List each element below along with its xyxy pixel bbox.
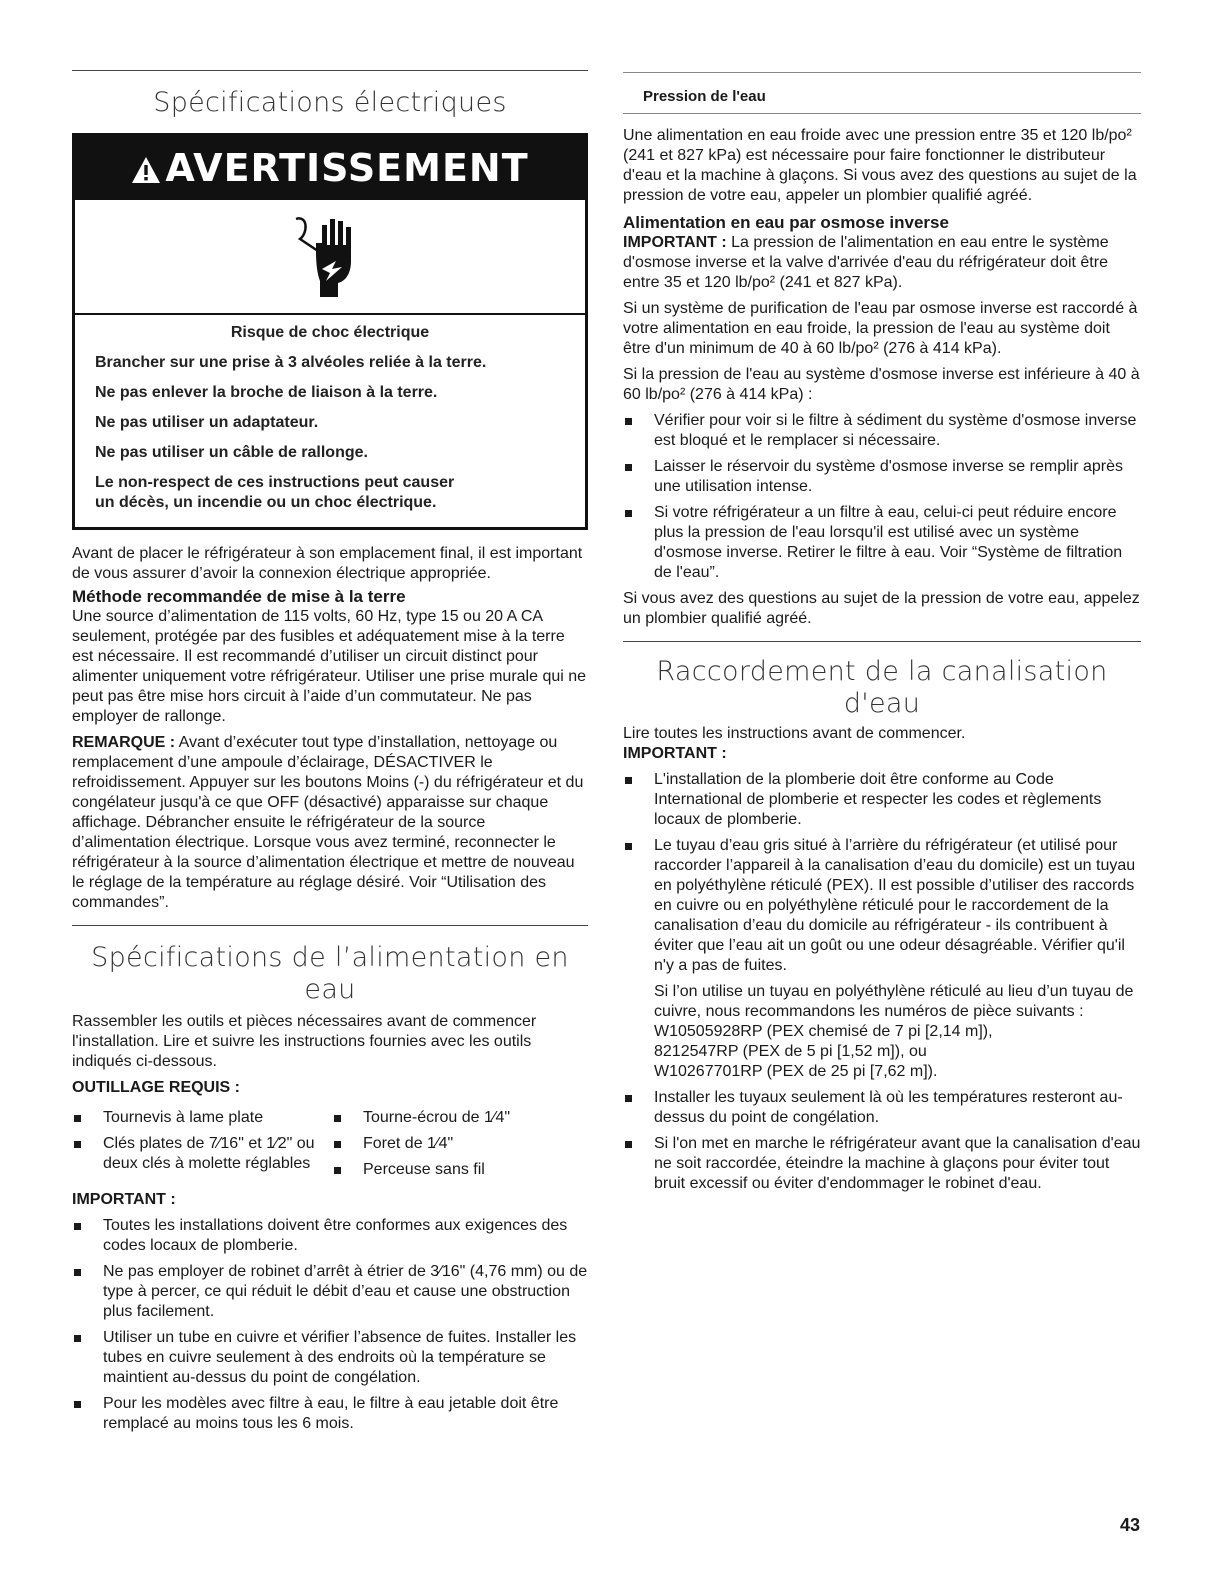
water-intro: Rassembler les outils et pièces nécessaires avant de commencer l'installation. Lire et suivre les instructions fournies avec les outils indiqués ci-dessous.	[72, 1013, 537, 1070]
connection-important-heading: IMPORTANT :	[623, 745, 727, 762]
bullet-icon	[625, 1095, 632, 1102]
important-heading: IMPORTANT :	[72, 1191, 176, 1208]
warning-line: un décès, un incendie ou un choc électrique.	[95, 494, 437, 511]
list-item: L'installation de la plomberie doit être conforme au Code International de plomberie et respecter les codes et règlements locaux de plomberie.	[623, 770, 1141, 830]
left-column	[72, 70, 588, 1434]
warning-risk-line: Risque de choc électrique	[230, 324, 430, 341]
part-number: 8212547RP (PEX de 5 pi [1,52 m]), ou	[654, 1043, 927, 1060]
note-label: REMARQUE :	[72, 734, 176, 751]
ro-paragraph: Si un système de purification de l'eau par osmose inverse est raccordé à votre alimentation en eau froide, la pression de l'eau au système doit être d'un minimum de 40 à 60 lb/po² (276 à 414 kPa).	[623, 300, 1138, 357]
warning-consequence	[95, 473, 565, 513]
section-title-water-connection: Raccordement de la canalisation d'eau	[656, 656, 1108, 719]
electrical-intro: Avant de placer le réfrigérateur à son emplacement final, il est important de vous assurer d’avoir la connexion électrique appropriée.	[72, 545, 583, 582]
section-title-electrical: Spécifications électriques	[153, 87, 507, 118]
bullet-icon	[625, 777, 632, 784]
bullet-icon	[74, 1115, 81, 1122]
bullet-icon	[74, 1401, 81, 1408]
warning-text	[75, 315, 585, 527]
section-rule	[72, 925, 588, 926]
bullet-icon	[74, 1269, 81, 1276]
warning-icon-row	[75, 200, 585, 315]
list-item: Laisser le réservoir du système d'osmose inverse se remplir après une utilisation intense.	[623, 457, 1141, 497]
ro-list	[623, 411, 1141, 583]
list-item: Installer les tuyaux seulement là où les températures resteront au-dessus du point de congélation.	[623, 1088, 1141, 1128]
warning-box	[72, 133, 588, 530]
bullet-icon	[334, 1167, 341, 1174]
list-item: Perceuse sans fil	[332, 1160, 582, 1180]
ro-paragraph: Si la pression de l'eau au système d'osmose inverse est inférieure à 40 à 60 lb/po² (276 à 414 kPa) :	[623, 366, 1140, 403]
warning-line: Ne pas enlever la broche de liaison à la terre.	[95, 384, 438, 401]
list-item: Si votre réfrigérateur a un filtre à eau, celui-ci peut réduire encore plus la pression de l'eau lorsqu'il est utilisé avec un système d'osmose inverse. Retirer le filtre à eau. Voir “Système de filtration de l'eau”.	[623, 503, 1141, 583]
bullet-icon	[625, 464, 632, 471]
list-item: Utiliser un tube en cuivre et vérifier l’absence de fuites. Installer les tubes en cuivre seulement à des endroits où la température se maintient au-dessus du point de congélation.	[72, 1328, 588, 1388]
pressure-heading: Pression de l'eau	[643, 88, 766, 105]
warning-line: Le non-respect de ces instructions peut causer	[95, 474, 455, 491]
list-item: Foret de 1⁄4"	[332, 1134, 582, 1154]
bullet-icon	[74, 1335, 81, 1342]
connection-list	[623, 770, 1141, 1194]
note-paragraph	[72, 733, 588, 913]
connection-intro: Lire toutes les instructions avant de commencer.	[623, 725, 966, 742]
pressure-text: Une alimentation en eau froide avec une pression entre 35 et 120 lb/po² (241 et 827 kPa) est nécessaire pour faire fonctionner le distributeur d'eau et la machine à glaçons. Si vous avez des questions au sujet de la pression de votre eau, appeler un plombier qualifié agréé.	[623, 127, 1137, 204]
list-item: Clés plates de 7⁄16" et 1⁄2" ou deux clés à molette réglables	[72, 1134, 332, 1174]
section-rule	[623, 72, 1141, 73]
ro-heading: Alimentation en eau par osmose inverse	[623, 213, 949, 232]
warning-line: Brancher sur une prise à 3 alvéoles reliée à la terre.	[95, 354, 487, 371]
part-number: W10505928RP (PEX chemisé de 7 pi [2,14 m]),	[654, 1023, 993, 1040]
list-item: Le tuyau d’eau gris situé à l’arrière du réfrigérateur (et utilisé pour raccorder l’appareil à la canalisation d’eau du domicile) est un tuyau en polyéthylène réticulé (PEX). Il est possible d’utiliser des raccords en cuivre ou en polyéthylène réticulé pour le raccordement de la canalisation d’eau du domicile au réfrigérateur - ils contribuent à éviter que l’eau ait un goût ou une odeur désagréable. Vérifier qu'il n'y a pas de fuites. Si l’on utilise un tuyau en polyéthylène réticulé au lieu d’un tuyau de cuivre, nous recommandons les numéros de pièce suivants : W10505928RP (PEX chemisé de 7 pi [2,14 m]), 8212547RP (PEX de 5 pi [1,52 m]), ou W10267701RP (PEX de 25 pi [7,62 m]).	[623, 836, 1141, 1082]
section-rule	[72, 70, 588, 71]
section-rule	[623, 113, 1141, 114]
list-item: Pour les modèles avec filtre à eau, le filtre à eau jetable doit être remplacé au moins tous les 6 mois.	[72, 1394, 588, 1434]
bullet-icon	[74, 1223, 81, 1230]
ro-important: IMPORTANT : La pression de l'alimentation en eau entre le système d'osmose inverse et la valve d'arrivée d'eau du réfrigérateur doit être entre 35 et 120 lb/po² (241 et 827 kPa).	[623, 234, 1109, 291]
ro-paragraph: Si vous avez des questions au sujet de la pression de votre eau, appelez un plombier qualifié agréé.	[623, 590, 1140, 627]
pex-recommendation: Si l’on utilise un tuyau en polyéthylène réticulé au lieu d’un tuyau de cuivre, nous recommandons les numéros de pièce suivants : W10505928RP (PEX chemisé de 7 pi [2,14 m]), 8212547RP (PEX de 5 pi [1,52 m]), ou W10267701RP (PEX de 25 pi [7,62 m]).	[654, 983, 1134, 1080]
right-column	[623, 72, 1141, 1194]
bullet-icon	[625, 1141, 632, 1148]
list-item: Tourne-écrou de 1⁄4"	[332, 1108, 582, 1128]
bullet-icon	[334, 1115, 341, 1122]
warning-header	[75, 136, 585, 200]
warning-line: Ne pas utiliser un câble de rallonge.	[95, 444, 368, 461]
list-item: Vérifier pour voir si le filtre à sédiment du système d'osmose inverse est bloqué et le remplacer si nécessaire.	[623, 411, 1141, 451]
list-item: Si l'on met en marche le réfrigérateur avant que la canalisation d'eau ne soit raccordée, éteindre la machine à glaçons pour éviter tout bruit excessif ou éviter d'endommager le robinet d'eau.	[623, 1134, 1141, 1194]
list-item: Toutes les installations doivent être conformes aux exigences des codes locaux de plomberie.	[72, 1216, 588, 1256]
bullet-icon	[625, 843, 632, 850]
note-text: Avant d’exécuter tout type d’installation, nettoyage ou remplacement d’une ampoule d’éclairage, DÉSACTIVER le refroidissement. Appuyer sur les boutons Moins (-) du réfrigérateur et du congélateur jusqu'à ce que OFF (désactivé) apparaisse sur chaque affichage. Débrancher ensuite le réfrigérateur de la source d’alimentation électrique. Lorsque vous avez terminé, reconnecter le réfrigérateur à la source d’alimentation électrique et mettre de nouveau le réglage de la température au réglage désiré. Voir “Utilisation des commandes”.	[72, 734, 584, 911]
method-heading: Méthode recommandée de mise à la terre	[72, 587, 406, 606]
bullet-icon	[74, 1141, 81, 1148]
tools-list	[72, 1098, 588, 1180]
electric-shock-hand-icon	[290, 211, 370, 303]
bullet-icon	[625, 510, 632, 517]
bullet-icon	[334, 1141, 341, 1148]
list-item: Ne pas employer de robinet d’arrêt à étrier de 3⁄16" (4,76 mm) ou de type à percer, ce qui réduit le débit d’eau et cause une obstruction plus facilement.	[72, 1262, 588, 1322]
section-rule	[623, 641, 1141, 642]
part-number: W10267701RP (PEX de 25 pi [7,62 m]).	[654, 1063, 938, 1080]
section-title-water-supply: Spécifications de l’alimentation en eau	[91, 942, 569, 1005]
bullet-icon	[625, 418, 632, 425]
list-item: Tournevis à lame plate	[72, 1108, 332, 1128]
warning-triangle-icon	[131, 156, 161, 184]
tools-heading: OUTILLAGE REQUIS :	[72, 1079, 240, 1096]
page-number: 43	[1119, 1515, 1140, 1535]
method-text: Une source d’alimentation de 115 volts, 60 Hz, type 15 ou 20 A CA seulement, protégée par des fusibles et adéquatement mise à la terre est nécessaire. Il est recommandé d’utiliser un circuit distinct pour alimenter uniquement votre réfrigérateur. Utiliser une prise murale qui ne peut pas être mise hors circuit à l’aide d’un commutateur. Ne pas employer de rallonge.	[72, 608, 587, 725]
warning-line: Ne pas utiliser un adaptateur.	[95, 414, 319, 431]
warning-header-text: AVERTISSEMENT	[165, 146, 529, 190]
important-list	[72, 1216, 588, 1434]
